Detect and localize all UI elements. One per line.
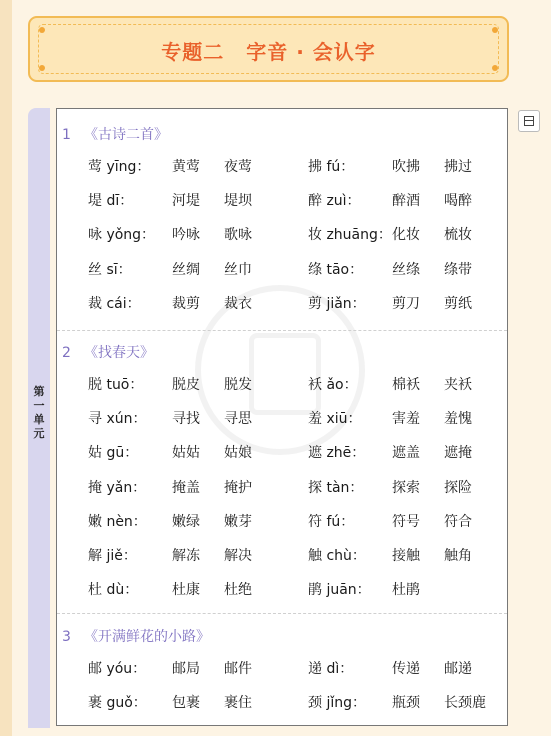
example-word: 黄莺 bbox=[172, 159, 200, 175]
example-word: 邮局 bbox=[172, 661, 200, 677]
example-word: 脱发 bbox=[224, 377, 252, 393]
character-pinyin: 递 dì： bbox=[308, 661, 354, 677]
page-edge-strip bbox=[0, 0, 12, 736]
example-word: 脱皮 bbox=[172, 377, 200, 393]
example-word: 裹住 bbox=[224, 695, 252, 712]
lesson-number: 2 bbox=[62, 345, 71, 361]
character-pinyin: 掩 yǎn： bbox=[88, 479, 147, 496]
character-pinyin: 裹 guǒ： bbox=[88, 695, 147, 712]
example-word: 杜绝 bbox=[224, 582, 252, 599]
example-word: 包裹 bbox=[172, 695, 200, 712]
character-pinyin: 符 fú： bbox=[308, 513, 355, 530]
example-word: 棉袄 bbox=[392, 377, 420, 393]
character-pinyin: 寻 xún： bbox=[88, 411, 147, 428]
example-word: 瓶颈 bbox=[392, 695, 420, 712]
banner-dot bbox=[39, 27, 45, 33]
character-pinyin: 莺 yīng： bbox=[88, 159, 151, 175]
example-word: 吟咏 bbox=[172, 227, 200, 244]
character-pinyin: 羞 xiū： bbox=[308, 411, 362, 428]
example-word: 夹袄 bbox=[444, 377, 472, 393]
character-pinyin: 妆 zhuāng： bbox=[308, 227, 392, 244]
lesson-heading bbox=[62, 124, 168, 144]
unit-label: 第 一 单 元 bbox=[33, 385, 45, 440]
lesson-title: 《古诗二首》 bbox=[84, 127, 168, 143]
section-divider bbox=[57, 613, 507, 614]
character-pinyin: 醉 zuì： bbox=[308, 193, 361, 210]
character-pinyin: 遮 zhē： bbox=[308, 445, 366, 462]
example-word: 醉酒 bbox=[392, 193, 420, 210]
example-word: 丝绸 bbox=[172, 261, 200, 278]
lesson-number: 1 bbox=[62, 127, 71, 143]
example-word: 寻找 bbox=[172, 411, 200, 428]
example-word: 绦带 bbox=[444, 261, 472, 278]
example-word: 喝醉 bbox=[444, 193, 472, 210]
banner-dot bbox=[39, 65, 45, 71]
character-pinyin: 袄 ǎo： bbox=[308, 377, 358, 393]
example-word: 姑姑 bbox=[172, 445, 200, 462]
example-word: 河堤 bbox=[172, 193, 200, 210]
example-word: 杜鹃 bbox=[392, 582, 420, 599]
example-word: 梳妆 bbox=[444, 227, 472, 244]
example-word: 邮件 bbox=[224, 661, 252, 677]
example-word: 触角 bbox=[444, 548, 472, 564]
example-word: 符合 bbox=[444, 513, 472, 530]
character-pinyin: 鹃 juān： bbox=[308, 582, 371, 599]
banner-dot bbox=[492, 27, 498, 33]
example-word: 接触 bbox=[392, 548, 420, 564]
lesson-number: 3 bbox=[62, 629, 71, 645]
example-word: 探险 bbox=[444, 479, 472, 496]
example-word: 姑娘 bbox=[224, 445, 252, 462]
character-pinyin: 杜 dù： bbox=[88, 582, 139, 599]
example-word: 裁衣 bbox=[224, 295, 252, 312]
example-word: 掩盖 bbox=[172, 479, 200, 496]
example-word: 裁剪 bbox=[172, 295, 200, 312]
example-word: 掩护 bbox=[224, 479, 252, 496]
example-word: 嫩绿 bbox=[172, 513, 200, 530]
example-word: 邮递 bbox=[444, 661, 472, 677]
example-word: 剪纸 bbox=[444, 295, 472, 312]
lesson-title: 《找春天》 bbox=[84, 345, 154, 361]
character-pinyin: 堤 dī： bbox=[88, 193, 134, 210]
lesson-heading bbox=[62, 626, 210, 646]
character-pinyin: 丝 sī： bbox=[88, 261, 132, 278]
example-word: 嫩芽 bbox=[224, 513, 252, 530]
lesson-heading bbox=[62, 342, 154, 362]
character-pinyin: 裁 cái： bbox=[88, 295, 141, 312]
example-word: 传递 bbox=[392, 661, 420, 677]
page-title bbox=[30, 36, 507, 65]
example-word: 拂过 bbox=[444, 159, 472, 175]
example-word: 长颈鹿 bbox=[444, 695, 486, 712]
example-word: 杜康 bbox=[172, 582, 200, 599]
character-pinyin: 嫩 nèn： bbox=[88, 513, 147, 530]
example-word: 害羞 bbox=[392, 411, 420, 428]
character-pinyin: 咏 yǒng： bbox=[88, 227, 156, 244]
character-pinyin: 剪 jiǎn： bbox=[308, 295, 366, 312]
example-word: 羞愧 bbox=[444, 411, 472, 428]
example-word: 解决 bbox=[224, 548, 252, 564]
example-word: 丝巾 bbox=[224, 261, 252, 278]
expand-icon[interactable] bbox=[518, 110, 540, 132]
character-pinyin: 脱 tuō： bbox=[88, 377, 144, 393]
example-word: 歌咏 bbox=[224, 227, 252, 244]
section-divider bbox=[57, 330, 507, 331]
lesson-title: 《开满鲜花的小路》 bbox=[84, 629, 210, 645]
character-pinyin: 颈 jǐng： bbox=[308, 695, 366, 712]
character-pinyin: 触 chù： bbox=[308, 548, 366, 564]
example-word: 符号 bbox=[392, 513, 420, 530]
title-topic: 专题二 bbox=[161, 40, 225, 64]
character-pinyin: 拂 fú： bbox=[308, 159, 355, 175]
example-word: 堤坝 bbox=[224, 193, 252, 210]
example-word: 探索 bbox=[392, 479, 420, 496]
character-pinyin: 探 tàn： bbox=[308, 479, 364, 496]
example-word: 夜莺 bbox=[224, 159, 252, 175]
topic-banner bbox=[28, 16, 509, 82]
banner-dot bbox=[492, 65, 498, 71]
example-word: 化妆 bbox=[392, 227, 420, 244]
character-pinyin: 解 jiě： bbox=[88, 548, 137, 564]
example-word: 遮掩 bbox=[444, 445, 472, 462]
example-word: 丝绦 bbox=[392, 261, 420, 278]
example-word: 寻思 bbox=[224, 411, 252, 428]
example-word: 吹拂 bbox=[392, 159, 420, 175]
character-pinyin: 邮 yóu： bbox=[88, 661, 147, 677]
character-pinyin: 绦 tāo： bbox=[308, 261, 364, 278]
example-word: 剪刀 bbox=[392, 295, 420, 312]
example-word: 遮盖 bbox=[392, 445, 420, 462]
example-word: 解冻 bbox=[172, 548, 200, 564]
character-pinyin: 姑 gū： bbox=[88, 445, 139, 462]
title-subject: 字音 · 会认字 bbox=[246, 40, 376, 64]
